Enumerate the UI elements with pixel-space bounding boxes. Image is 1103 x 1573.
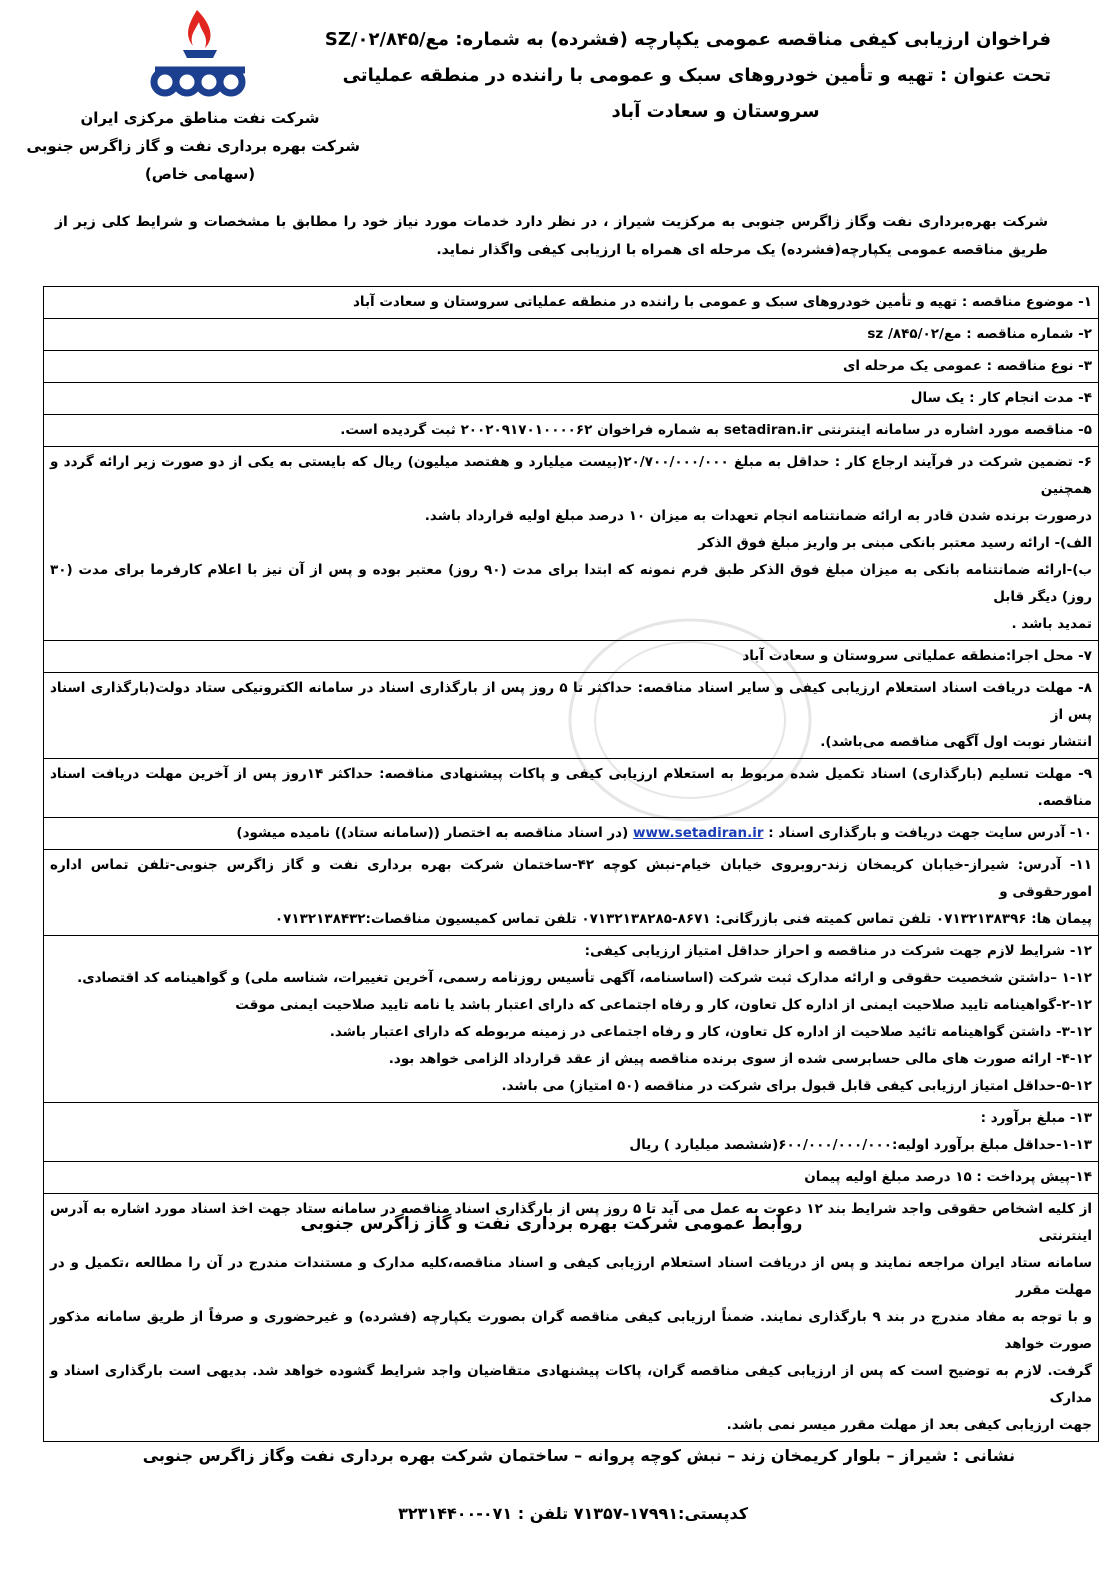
condition-5: ۵-۱۲-حداقل امتیاز ارزیابی کیفی قابل قبول برای شرکت در مناقصه (۵۰ امتیاز) می باشد. — [501, 1078, 1092, 1094]
table-row — [44, 415, 1099, 447]
estimate-value: ۱-۱۳-حداقل مبلغ برآورد اولیه:۶۰۰/۰۰۰/۰۰۰/۰۰۰(ششصد میلیارد ) ریال — [629, 1137, 1092, 1153]
website-link[interactable]: www.setadiran.ir — [632, 825, 764, 841]
table-row — [44, 1162, 1099, 1194]
item-submit-deadline: ۹- مهلت تسلیم (بارگذاری) اسناد تکمیل شده مربوط به استعلام ارزیابی کیفی و پاکات پیشنهادی مناقصه: حداکثر ۱۴روز پس از آخرین مهلت دریافت اسناد مناقصه. — [44, 759, 1099, 818]
item-subject: ۱- موضوع مناقصه : تهیه و تأمین خودروهای سبک و عمومی با راننده در منطقه عملیاتی سروستان و سعادت آباد — [44, 287, 1099, 319]
address-line-1: ۱۱- آدرس: شیراز-خیابان کریمخان زند-روبروی خیابان خیام-نبش کوچه ۴۲-ساختمان شرکت بهره برداری نفت و گاز زاگرس جنوبی-تلفن تماس اداره امورحقوقی و — [50, 857, 1092, 900]
table-row — [44, 759, 1099, 818]
title-line-2: تحت عنوان : تهیه و تأمین خودروهای سبک و عمومی با راننده در منطقه عملیاتی — [342, 65, 1051, 86]
guarantee-line-2: درصورت برنده شدن قادر به ارائه ضمانتنامه انجام تعهدات به میزان ۱۰ درصد مبلغ اولیه قرارداد باشد. — [424, 508, 1092, 524]
table-row — [44, 673, 1099, 759]
title-line-1: فراخوان ارزیابی کیفی مناقصه عمومی یکپارچه (فشرده) به شماره: مع/۰۲/۸۴۵/SZ — [324, 29, 1051, 50]
company-name-2: شرکت بهره برداری نفت و گاز زاگرس جنوبی — [26, 137, 360, 155]
item-website-post: (در اسناد مناقصه به اختصار ((سامانه ستاد)) نامیده میشود) — [236, 825, 629, 841]
table-row — [44, 319, 1099, 351]
condition-2: ۲-۱۲-گواهینامه تایید صلاحیت ایمنی از اداره کل تعاون، کار و رفاه اجتماعی که دارای اعتبار باشد یا نامه تایید صلاحیت ایمنی موقت — [235, 997, 1092, 1013]
receive-deadline-line-2: انتشار نوبت اول آگهی مناقصه می‌باشد). — [820, 734, 1092, 750]
table-row — [44, 447, 1099, 641]
footer-address: نشانی : شیراز – بلوار کریمخان زند – نبش کوچه پروانه – ساختمان شرکت بهره برداری نفت وگاز زاگرس جنوبی — [142, 1446, 1015, 1465]
company-type: (سهامی خاص) — [144, 165, 256, 183]
condition-1: ۱-۱۲ –داشتن شخصیت حقوقی و ارائه مدارک ثبت شرکت (اساسنامه، آگهی تأسیس روزنامه رسمی، آخرین تغییرات، شناسه ملی) و گواهینامه کد اقتصادی. — [77, 970, 1092, 986]
estimate-heading: ۱۳- مبلغ برآورد : — [980, 1110, 1092, 1126]
table-row — [44, 641, 1099, 673]
nioc-logo-icon — [135, 6, 265, 104]
title-line-3: سروستان و سعادت آباد — [611, 101, 820, 122]
invitation-line-1: از کلیه اشخاص حقوقی واجد شرایط بند ۱۲ دعوت به عمل می آید تا ۵ روز پس از بارگذاری اسناد مناقصه در سامانه ستاد جهت اخذ اسناد مورد اشاره به آدرس اینترنتی — [50, 1201, 1093, 1244]
tender-title — [324, 22, 1051, 130]
condition-3: ۳-۱۲- داشتن گواهینامه تائید صلاحیت از اداره کل تعاون، کار و رفاه اجتماعی در زمینه مربوطه که دارای اعتبار باشد. — [329, 1024, 1092, 1040]
item-number: ۲- شماره مناقصه : مع/۸۴۵/۰۲/ sz — [44, 319, 1099, 351]
item-conditions — [44, 936, 1099, 1103]
public-relations-signature: روابط عمومی شرکت بهره برداری نفت و گاز زاگرس جنوبی — [300, 1214, 803, 1234]
item-receive-deadline — [44, 673, 1099, 759]
table-row — [44, 936, 1099, 1103]
receive-deadline-line-1: ۸- مهلت دریافت اسناد استعلام ارزیابی کیفی و سایر اسناد مناقصه: حداکثر تا ۵ روز پس از بارگذاری اسناد در سامانه الکترونیکی ستاد دولت(بارگذاری اسناد پس از — [50, 680, 1092, 723]
invitation-line-4: گرفت. لازم به توضیح است که پس از ارزیابی کیفی مناقصه گران، پاکات پیشنهادی متقاضیان واجد شرایط گشوده خواهد شد. بدیهی است بارگذاری اسناد و مدارک — [50, 1363, 1092, 1406]
guarantee-line-5: تمدید باشد . — [1011, 616, 1092, 632]
item-website — [44, 818, 1099, 850]
table-row — [44, 850, 1099, 936]
company-header — [26, 6, 360, 188]
item-address — [44, 850, 1099, 936]
guarantee-line-1: ۶- تضمین شرکت در فرآیند ارجاع کار : حداقل به مبلغ ۲۰/۷۰۰/۰۰۰/۰۰۰(بیست میلیارد و هفتصد میلیون) ریال که بایستی به یکی از دو صورت زیر ارائه گردد و همچنین — [50, 454, 1092, 497]
tender-items-table — [43, 286, 1099, 1442]
item-registration — [44, 415, 1099, 447]
invitation-line-5: جهت ارزیابی کیفی بعد از مهلت مقرر میسر نمی باشد. — [726, 1417, 1092, 1433]
item-location: ۷- محل اجرا:منطقه عملیاتی سروستان و سعادت آباد — [44, 641, 1099, 673]
item-duration: ۴- مدت انجام کار : یک سال — [44, 383, 1099, 415]
footer-postal-phone: کدپستی:۱۷۹۹۱-۷۱۳۵۷ تلفن : ۰۷۱-۳۲۳۱۴۴۰۰ — [398, 1504, 748, 1523]
invitation-line-2: سامانه ستاد ایران مراجعه نمایند و پس از دریافت اسناد استعلام ارزیابی کیفی و اسناد مناقصه،کلیه مدارک و مستندات مندرج در آن را مطالعه ،تکمیل و در مهلت مقرر — [50, 1255, 1092, 1298]
condition-4: ۴-۱۲- ارائه صورت های مالی حسابرسی شده از سوی برنده مناقصه پیش از عقد قرارداد الزامی خواهد بود. — [388, 1051, 1092, 1067]
item-type: ۳- نوع مناقصه : عمومی یک مرحله ای — [44, 351, 1099, 383]
invitation-line-3: و با توجه به مفاد مندرج در بند ۹ بارگذاری نمایند. ضمناً ارزیابی کیفی مناقصه گران بصورت یکپارچه (فشرده) و غیرحضوری و صرفاً از طریق سامانه مذکور صورت خواهد — [50, 1309, 1092, 1352]
item-registration-pre: ۵- مناقصه مورد اشاره در سامانه اینترنتی — [817, 422, 1092, 438]
table-row — [44, 818, 1099, 850]
guarantee-line-3: الف)- ارائه رسید معتبر بانکی مبنی بر واریز مبلغ فوق الذکر — [698, 535, 1092, 551]
table-row — [44, 287, 1099, 319]
item-prepayment: ۱۴-پیش پرداخت : ۱۵ درصد مبلغ اولیه پیمان — [44, 1162, 1099, 1194]
company-name-1: شرکت نفت مناطق مرکزی ایران — [80, 109, 320, 127]
intro-paragraph: شرکت بهره‌برداری نفت وگاز زاگرس جنوبی به مرکزیت شیراز ، در نظر دارد خدمات مورد نیاز خود را مطابق با مشخصات و شرایط کلی زیر از طریق مناقصه عمومی یکپارچه(فشرده) یک مرحله ای همراه با ارزیابی کیفی واگذار نماید. — [55, 214, 1048, 258]
setadiran-link[interactable]: setadiran.ir — [723, 422, 813, 438]
table-row — [44, 383, 1099, 415]
item-guarantee — [44, 447, 1099, 641]
item-website-pre: ۱۰- آدرس سایت جهت دریافت و بارگذاری اسناد : — [768, 825, 1092, 841]
conditions-heading: ۱۲- شرایط لازم جهت شرکت در مناقصه و احراز حداقل امتیاز ارزیابی کیفی: — [584, 943, 1092, 959]
address-line-2: پیمان ها: ۰۷۱۳۲۱۳۸۳۹۶ تلفن تماس کمیته فنی بازرگانی: ۸۶۷۱-۰۷۱۳۲۱۳۸۲۸۵ تلفن تماس کمیسیون مناقصات:۰۷۱۳۲۱۳۸۴۳۲ — [274, 911, 1092, 927]
table-row — [44, 1103, 1099, 1162]
item-estimate — [44, 1103, 1099, 1162]
item-registration-post: به شماره فراخوان ۲۰۰۲۰۹۱۷۰۱۰۰۰۰۶۲ ثبت گردیده است. — [340, 422, 720, 438]
guarantee-line-4: ب)-ارائه ضمانتنامه بانکی به میزان مبلغ فوق الذکر طبق فرم نمونه که ابتدا برای مدت (۹۰ روز) معتبر بوده و پس از آن نیز با اعلام کارفرما برای مدت (۳۰ روز) دیگر قابل — [50, 562, 1092, 605]
table-row — [44, 351, 1099, 383]
